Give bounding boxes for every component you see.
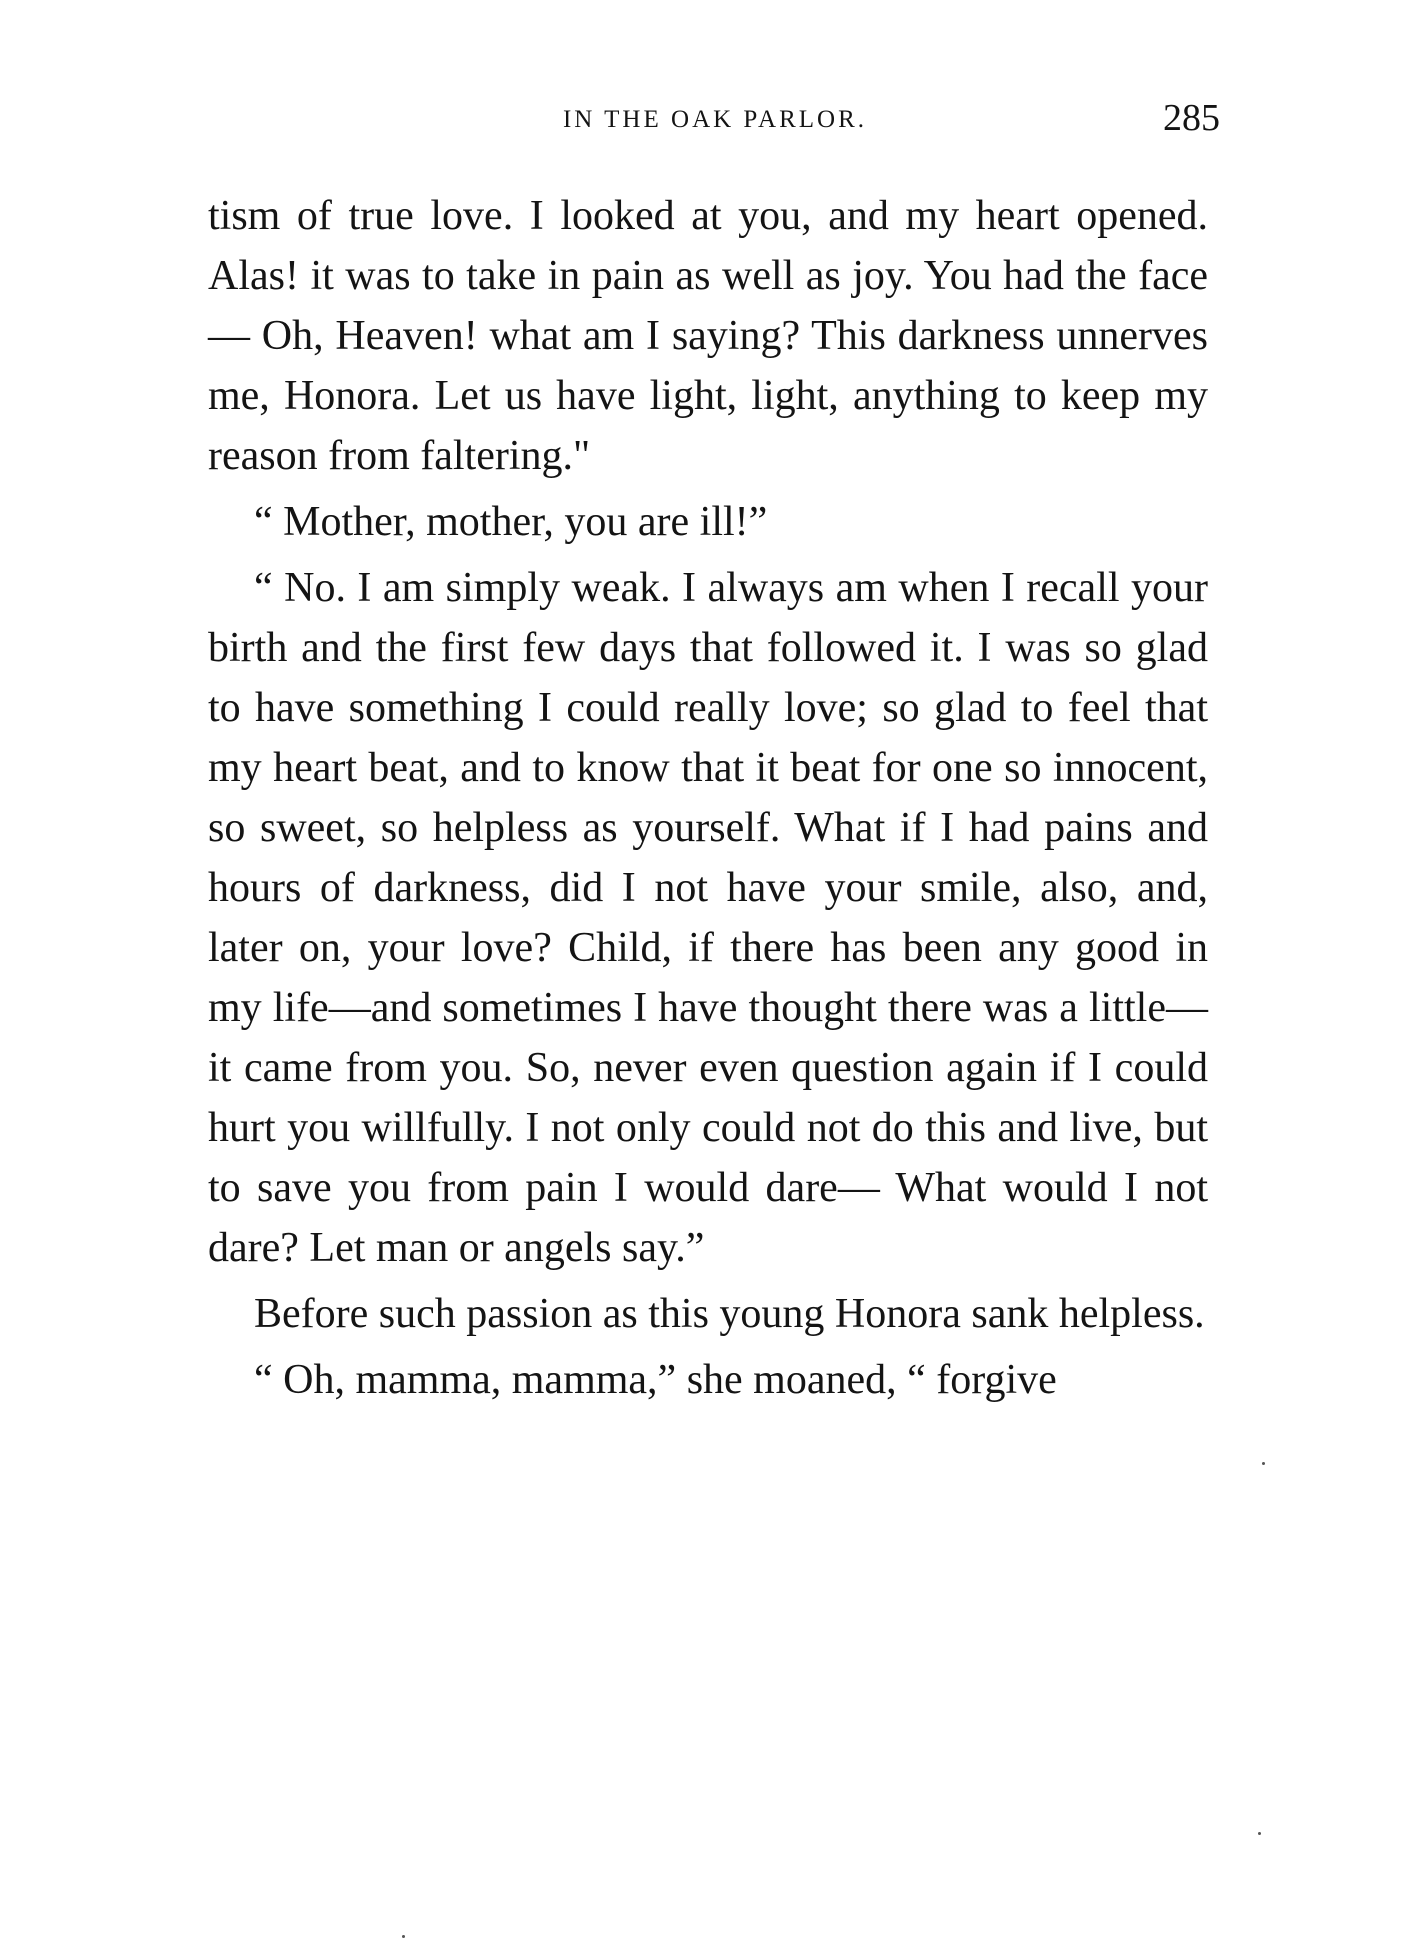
print-speck (402, 1935, 405, 1938)
paragraph-continuation: tism of true love. I looked at you, and my heart opened. Alas! it was to take in pain as well as joy. You had the face— Oh, Heaven! what am I saying? This darkness unnerves me, Honora. Let us have light, light, anything to keep my reason from faltering." (208, 193, 1208, 479)
paragraph-narration: Before such passion as this young Honora sank helpless. (254, 1291, 1205, 1337)
paragraph-dialogue-honora: “ Mother, mother, you are ill!” (254, 499, 768, 545)
paragraph-dialogue-mother: “ No. I am simply weak. I always am when I recall your birth and the first few days that followed it. I was so glad to have something I could really love; so glad to feel that my heart beat, and to know that it beat for one so innocent, so sweet, so helpless as yourself. What if I had pains and hours of darkness, did I not have your smile, also, and, later on, your love? Child, if there has been any good in my life—and sometimes I have thought there was a little—it came from you. So, never even question again if I could hurt you willfully. I not only could not do this and live, but to save you from pain I would dare— What would I not dare? Let man or angels say.” (208, 565, 1208, 1271)
paragraph-dialogue-final: “ Oh, mamma, mamma,” she moaned, “ forgive (254, 1357, 1057, 1403)
body-text (208, 186, 1208, 1410)
running-head (210, 96, 1220, 146)
running-title: IN THE OAK PARLOR. (562, 106, 868, 133)
page-number: 285 (1163, 97, 1220, 139)
print-speck (1262, 1462, 1265, 1465)
print-speck (1258, 1832, 1261, 1835)
